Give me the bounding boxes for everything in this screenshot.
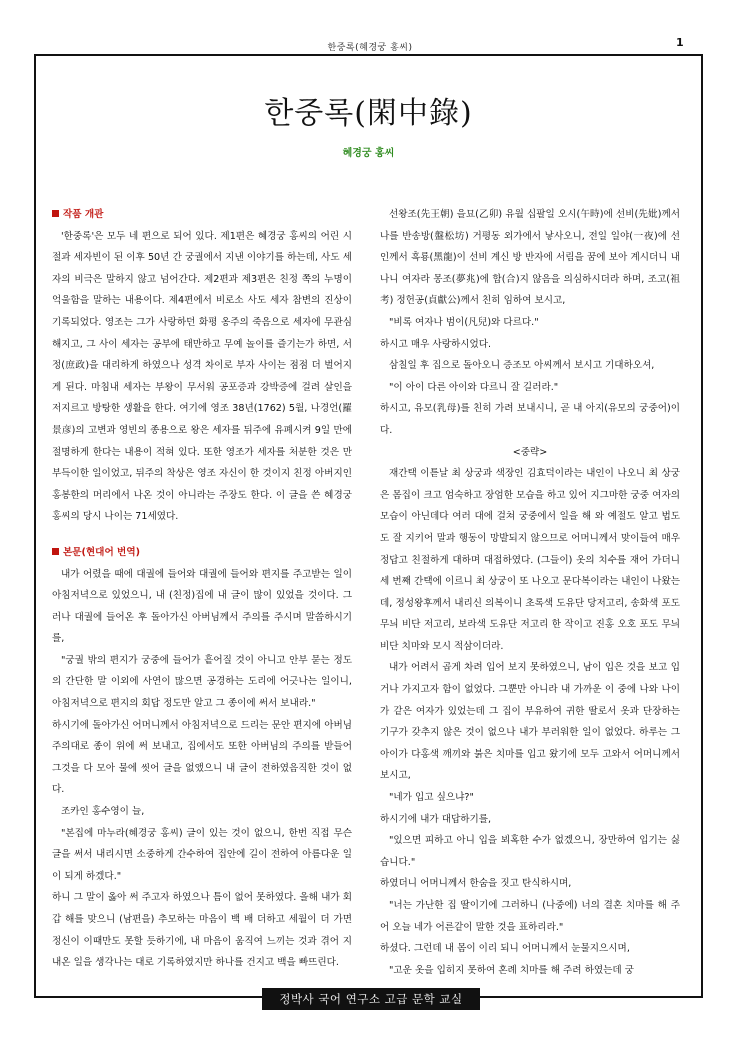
left-column	[52, 204, 352, 974]
running-header: 한중록(혜경궁 홍씨)	[327, 43, 413, 53]
right-column	[380, 204, 680, 981]
quote-paragraph: "비록 여자나 범이(凡兒)와 다르다."	[389, 316, 539, 328]
body-paragraph: 하시기에 내가 대답하기를,	[380, 813, 492, 825]
quote-paragraph: "너는 가난한 집 딸이기에 그러하니 (나중에) 너의 결혼 치마를 해 주어 오늘 네가 어른같이 말한 것을 표하리라."	[380, 900, 680, 933]
quote-paragraph: "본집에 마누라(혜경궁 홍씨) 글이 있는 것이 없으니, 한번 직접 무슨 글을 써서 내리시면 소중하게 간수하여 집안에 길이 전하여 아름다운 일이 되게 하겠다."	[52, 827, 352, 882]
section-gap	[52, 528, 352, 542]
page-number: 1	[676, 36, 684, 49]
section-heading-overview	[52, 204, 352, 226]
quote-paragraph: "궁궐 밖의 편지가 궁중에 들어가 흩어질 것이 아니고 안부 묻는 정도의 간단한 말 이외에 사연이 많으면 공경하는 도리에 어긋나는 일이니, 아침저녁으로 편지의 회답 정도만 알고 그 종이에 써서 보내라."	[52, 654, 352, 710]
quote-paragraph: "있으면 피하고 아니 입을 뵈혹한 수가 없겠으니, 장만하여 입기는 싫습니다."	[380, 835, 680, 868]
section-heading-label: 작품 개관	[63, 209, 104, 220]
quote-paragraph: "고운 옷을 입히지 못하여 혼례 치마를 해 주려 하였는데 궁	[389, 964, 635, 976]
body-paragraph: 하시고 매우 사랑하시었다.	[380, 338, 492, 350]
quote-paragraph: "이 아이 다른 아이와 다르니 잘 길러라."	[389, 381, 559, 393]
red-square-icon	[52, 548, 59, 555]
author-name: 혜경궁 홍씨	[342, 148, 395, 159]
body-paragraph: 하시고, 유모(乳母)를 친히 가려 보내시니, 곧 내 아지(유모의 궁중어)이다.	[380, 403, 680, 436]
body-paragraph: 선왕조(先王朝) 을묘(乙卯) 유월 십팔일 오시(午時)에 선비(先妣)께서 나를 반송방(盤松坊) 거평동 외가에서 낳사오니, 전일 일야(一夜)에 선인께서 흑룡(黑龍)이 선비 계신 방 반자에 서림을 꿈에 보아 계시더니 내 나니 여자라 몽조(夢兆)에 합(合)지 않음을 의심하시더라 하며, 조고(祖考) 정헌공(貞獻公)께서 친히 임하여 보시고,	[380, 209, 680, 307]
section-heading-main-text	[52, 542, 352, 564]
footer-banner: 정박사 국어 연구소 고급 문학 교실	[262, 988, 480, 1010]
omission-marker: <중략>	[512, 446, 548, 458]
section-heading-label: 본문(현대어 번역)	[63, 546, 140, 558]
red-square-icon	[52, 210, 59, 217]
quote-paragraph: "네가 입고 싶으냐?"	[389, 792, 474, 804]
body-paragraph: 하였더니 어머니께서 한숨을 짓고 탄식하시며,	[380, 878, 572, 890]
body-paragraph: 하니 그 말이 옳아 써 주고자 하였으나 틈이 없어 못하였다. 올해 내가 회갑 해를 맞으니 (남편을) 추모하는 마음이 백 배 더하고 세월이 더 가면 정신이 이때만도 못할 듯하기에, 내 마음이 움직여 느끼는 것과 겪어 지내온 일을 생각나는 대로 기록하였지만 하나를 건지고 백을 빠뜨린다.	[52, 892, 352, 969]
page-title: 한중록(閑中錄)	[264, 96, 473, 131]
body-paragraph: 내가 어렸을 때에 대궐에 들어와 대궐에 들어와 편지를 주고받는 일이 아침저녁으로 있었으니, 내 (친정)집에 내 글이 많이 있었을 것이다. 그러나 대궐에 들어온 후 돌아가신 아버님께서 주의를 주시며 말씀하시기를,	[52, 568, 352, 645]
body-paragraph: 조카인 홍수영이 늘,	[61, 806, 145, 818]
body-paragraph: 하셨다. 그런데 내 몸이 이리 되니 어머니께서 눈물지으시며,	[380, 943, 630, 955]
body-paragraph: 삼칠일 후 집으로 돌아오니 증조모 아씨께서 보시고 기대하오셔,	[389, 360, 655, 372]
body-paragraph: 내가 어려서 곱게 차려 입어 보지 못하였으니, 남이 입은 것을 보고 입거나 가지고자 함이 없었다. 그뿐만 아니라 내 가까운 이 중에 나와 나이가 같은 여자가 있었는데 그 집이 부유하여 귀한 딸로서 옷과 단장하는 기구가 갖추지 않은 것이 없으나 내가 부러워한 일이 없었다. 하루는 그 아이가 다홍색 깨끼와 붉은 치마를 입고 왔기에 모두 고와서 어머니께서 보시고,	[380, 662, 680, 782]
overview-paragraph: '한중록'은 모두 네 편으로 되어 있다. 제1편은 혜경궁 홍씨의 어린 시절과 세자빈이 된 이후 50년 간 궁궐에서 지낸 이야기를 하는데, 사도 세자의 비극은 말하지 않고 넘어간다. 제2편과 제3편은 친정 쪽의 누명이 억울함을 말하는 내용이다. 제4편에서 비로소 사도 세자 참변의 진상이 기록되었다. 영조는 그가 사랑하던 화평 옹주의 죽음으로 세자에 무관심해지고, 그 사이 세자는 공부에 태만하고 무예 놀이를 즐기는가 하면, 서정(庶政)을 대리하게 하였으나 성격 차이로 부자 사이는 점점 더 벌어지게 된다. 마침내 세자는 부왕이 무서워 공포증과 강박증에 걸려 살인을 저지르고 방탕한 생활을 한다. 여기에 영조 38년(1762) 5월, 나경언(羅景彦)의 고변과 영빈의 종용으로 왕은 세자를 뒤주에 유폐시켜 9일 만에 절명하게 한다는 내용이 적혀 있다. 또한 영조가 세자를 처분한 것은 만부득이한 일이었고, 뒤주의 착상은 영조 자신이 한 것이지 친정 아버지인 홍봉한의 머리에서 나온 것이 아니라는 주장도 한다. 이 글을 쓴 혜경궁 홍씨의 당시 나이는 71세였다.	[52, 230, 352, 523]
body-paragraph: 재간택 이튿날 최 상궁과 색장인 김효덕이라는 내인이 나오니 최 상궁은 몸집이 크고 엄숙하고 장엄한 모습을 하고 있어 지그마한 궁중 여자의 모습이 아닌데다 여러 대에 걸쳐 궁중에서 일을 해 와 예절도 알고 법도도 잘 지키어 말과 행동이 망발되지 않으므로 어머니께서 맞이들여 매우 정답고 친절하게 대하며 대접하였다. (그들이) 옷의 치수를 재어 가더니 세 번째 간택에 이르니 최 상궁이 또 나오고 문다복이라는 내인이 나왔는데, 정성왕후께서 내리신 의복이니 초록색 도유단 당저고리, 송화색 포도 무늬 비단 저고리, 보라색 도유단 저고리 한 작이고 진홍 오호 포도 무늬 비단 치마와 모시 적삼이더라.	[380, 468, 680, 652]
body-paragraph: 하시기에 돌아가신 어머니께서 아침저녁으로 드리는 문안 편지에 아버님 주의대로 종이 위에 써 보내고, 집에서도 또한 아버님의 주의를 받들어 그것을 다 모아 물에 씻어 글을 없앴으니 내 글이 전하였음직한 것이 없다.	[52, 719, 352, 796]
